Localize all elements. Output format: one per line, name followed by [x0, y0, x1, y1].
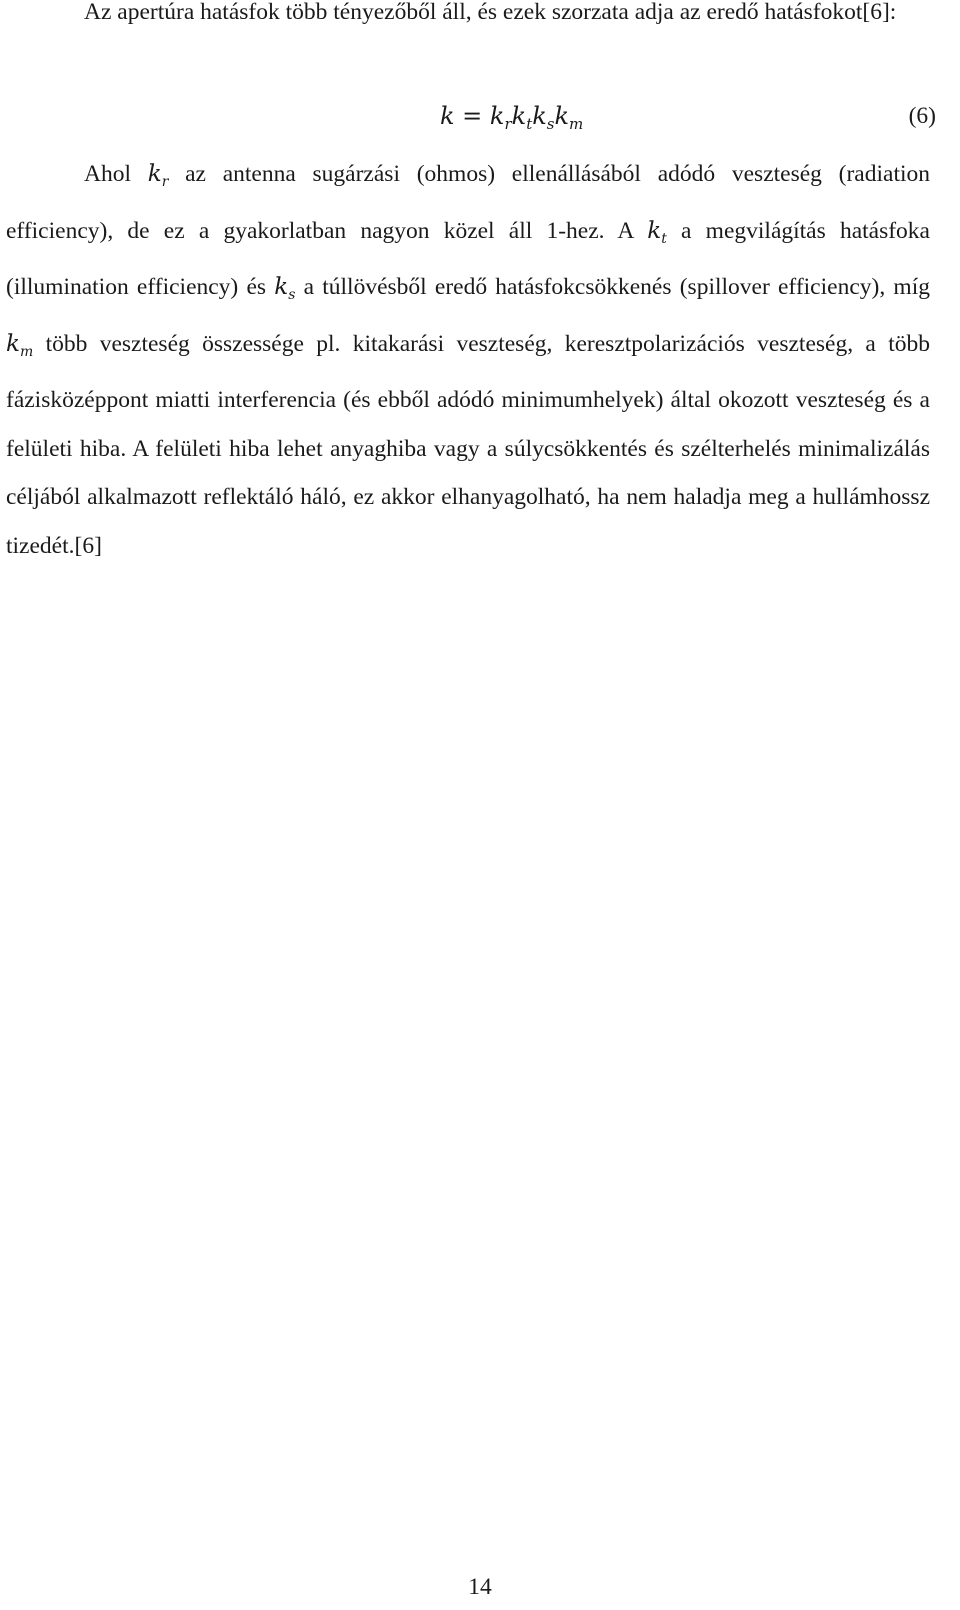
symbol-k-m — [6, 330, 34, 360]
paragraph-text-1: Ahol — [84, 161, 148, 187]
aperture-efficiency-equation — [440, 96, 583, 144]
equation-number: (6) — [908, 103, 936, 129]
paragraph-text-4: a túllövésből eredő hatásfokcsökkenés (spillover efficiency), míg — [295, 274, 930, 300]
symbol-subscript: m — [19, 343, 34, 360]
equation-k3: k — [532, 102, 547, 130]
page-number: 14 — [468, 1574, 492, 1600]
symbol-base: k — [147, 161, 162, 187]
equation-k1: k — [489, 102, 505, 130]
symbol-subscript: r — [161, 174, 169, 190]
equation-k4: k — [554, 102, 570, 130]
paragraph-text-2: az antenna sugárzási (ohmos) ellenállásából adódó veszteség (radiation efficiency), de ez a gyakorlatban nagyon közel áll 1-hez. A — [6, 161, 931, 244]
intro-paragraph: Az apertúra hatásfok több tényezőből áll, és ezek szorzata adja az eredő hatásfokot[6]: — [84, 0, 897, 25]
equation-sub-m: m — [569, 115, 584, 133]
equation-sub-t: t — [526, 115, 533, 133]
equation-row — [0, 96, 960, 136]
symbol-base: k — [6, 330, 20, 357]
paragraph-text-3: a megvilágítás hatásfoka (illumination efficiency) és — [6, 217, 930, 300]
equation-k2: k — [511, 102, 527, 130]
symbol-base: k — [274, 274, 289, 300]
explanation-paragraph — [6, 150, 930, 570]
symbol-k-s — [274, 274, 296, 303]
symbol-k-t — [647, 217, 667, 247]
paragraph-text-5: több veszteség összessége pl. kitakarási veszteség, keresztpolarizációs veszteség, a több fázisközéppont miatti interferencia (és ebből adódó minimumhelyek) által okozott veszteség és a felületi hiba. A felületi hiba lehet anyaghiba vagy a súlycsökkentés és szélterhelés minimalizálás céljából alkalmazott reflektáló háló, ez akkor elhanyagolható, ha nem haladja meg a hullámhossz tizedét.[6] — [6, 330, 930, 559]
equation-equals: = — [454, 102, 490, 130]
equation-lhs: k — [440, 102, 455, 130]
symbol-subscript: s — [288, 287, 296, 303]
symbol-base: k — [647, 217, 662, 244]
equation-sub-r: r — [504, 115, 512, 133]
equation-sub-s: s — [546, 115, 555, 133]
symbol-subscript: t — [661, 230, 667, 247]
symbol-k-r — [147, 161, 169, 190]
